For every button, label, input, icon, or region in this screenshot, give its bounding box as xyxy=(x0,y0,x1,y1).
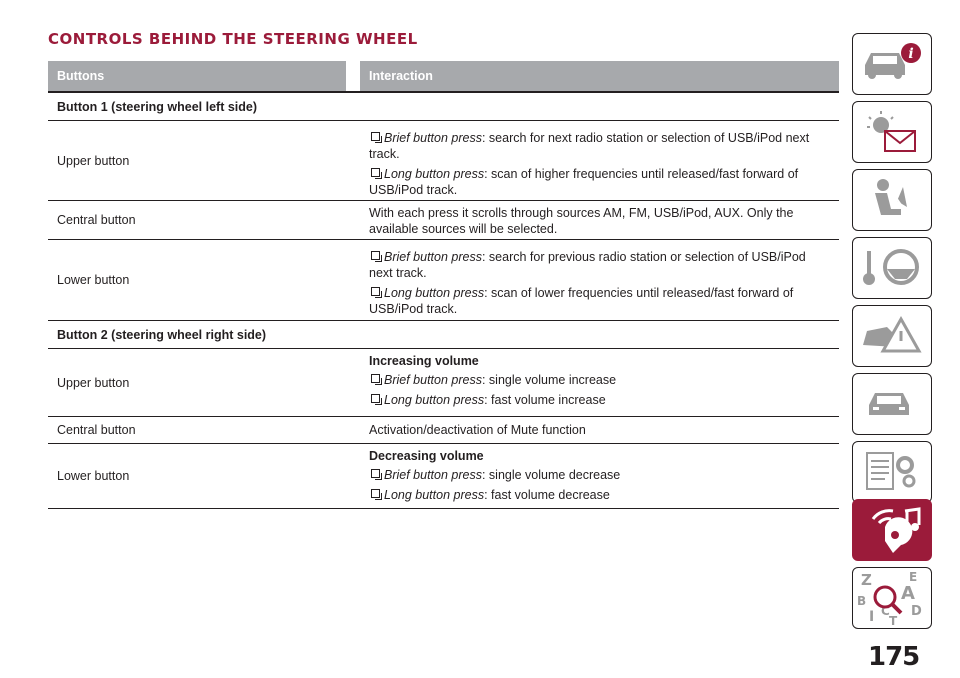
button-name: Central button xyxy=(57,423,136,437)
checkbox-bullet-icon xyxy=(371,168,380,177)
table-row xyxy=(48,417,839,444)
interaction-text: With each press it scrolls through sources AM, FM, USB/iPod, AUX. Only the available sources will be selected. xyxy=(369,206,794,236)
interaction-item: Brief button press: search for previous radio station or selection of USB/iPod next track. xyxy=(369,250,806,280)
svg-text:i: i xyxy=(908,46,914,62)
checkbox-bullet-icon xyxy=(371,469,380,478)
interaction-cell xyxy=(360,349,839,416)
interaction-item: Brief button press: search for next radio station or selection of USB/iPod next track. xyxy=(369,131,810,161)
key-steering-wheel-icon xyxy=(857,243,927,293)
tab-index[interactable] xyxy=(852,567,932,629)
checkbox-bullet-icon xyxy=(371,374,380,383)
section-title-button-2: Button 2 (steering wheel right side) xyxy=(48,321,839,349)
interaction-cell xyxy=(360,240,839,320)
table-row xyxy=(48,444,839,509)
index-letter: C xyxy=(881,604,890,618)
checkbox-bullet-icon xyxy=(371,251,380,260)
checkbox-bullet-icon xyxy=(371,489,380,498)
interaction-heading: Increasing volume xyxy=(369,354,479,368)
interaction-item: Long button press: fast volume decrease xyxy=(369,487,831,503)
index-letter: Z xyxy=(861,571,872,589)
interaction-item: Long button press: scan of higher frequencies until released/fast forward of USB/iPod track. xyxy=(369,167,799,197)
interaction-item: Long button press: scan of lower frequencies until released/fast forward of USB/iPod track. xyxy=(369,286,794,316)
tab-servicing[interactable] xyxy=(852,373,932,435)
seat-airbag-icon xyxy=(857,175,927,225)
tab-starting-driving[interactable] xyxy=(852,237,932,299)
interaction-cell xyxy=(360,417,839,443)
interaction-cell xyxy=(360,444,839,508)
tab-car-info[interactable] xyxy=(852,33,932,95)
tab-safety[interactable] xyxy=(852,169,932,231)
tab-multimedia[interactable] xyxy=(852,499,932,561)
page-title: CONTROLS BEHIND THE STEERING WHEEL xyxy=(48,30,418,48)
interaction-heading: Decreasing volume xyxy=(369,449,484,463)
table-row xyxy=(48,240,839,321)
alphabetical-index-icon xyxy=(855,569,929,627)
index-letter: D xyxy=(911,604,922,619)
index-letter: T xyxy=(889,614,898,627)
interaction-item: Brief button press: single volume increase xyxy=(369,372,831,388)
interaction-item: Brief button press: single volume decrease xyxy=(369,467,831,483)
page-number: 175 xyxy=(868,642,920,672)
header-gap xyxy=(346,61,360,93)
warning-light-envelope-icon xyxy=(857,107,927,157)
checkbox-bullet-icon xyxy=(371,287,380,296)
index-letter: B xyxy=(857,594,867,608)
interaction-cell xyxy=(360,201,839,239)
index-letter: I xyxy=(869,609,875,625)
section-title-button-1: Button 1 (steering wheel left side) xyxy=(48,93,839,121)
checkbox-bullet-icon xyxy=(371,394,380,403)
index-letter: E xyxy=(909,570,918,584)
header-buttons: Buttons xyxy=(48,61,346,93)
button-name: Lower button xyxy=(57,273,130,287)
table-row xyxy=(48,349,839,417)
interaction-item: Long button press: fast volume increase xyxy=(369,392,831,408)
checkbox-bullet-icon xyxy=(371,132,380,141)
checklist-gears-icon xyxy=(857,447,927,497)
controls-table xyxy=(48,61,839,509)
button-name: Upper button xyxy=(57,153,130,168)
interaction-text: Activation/deactivation of Mute function xyxy=(369,423,586,437)
car-accident-icon xyxy=(857,311,927,361)
button-name: Central button xyxy=(57,213,136,227)
table-header xyxy=(48,61,839,93)
car-info-icon xyxy=(857,39,927,89)
car-service-icon xyxy=(857,379,927,429)
table-row xyxy=(48,201,839,240)
header-interaction: Interaction xyxy=(360,61,839,93)
multimedia-icon xyxy=(857,505,927,555)
index-letter: A xyxy=(901,583,915,604)
tab-warning-lights[interactable] xyxy=(852,101,932,163)
interaction-cell xyxy=(360,121,839,200)
tab-technical-data[interactable] xyxy=(852,441,932,503)
table-row xyxy=(48,121,839,201)
button-name: Upper button xyxy=(57,375,130,390)
tab-emergency[interactable] xyxy=(852,305,932,367)
button-name: Lower button xyxy=(57,469,130,483)
